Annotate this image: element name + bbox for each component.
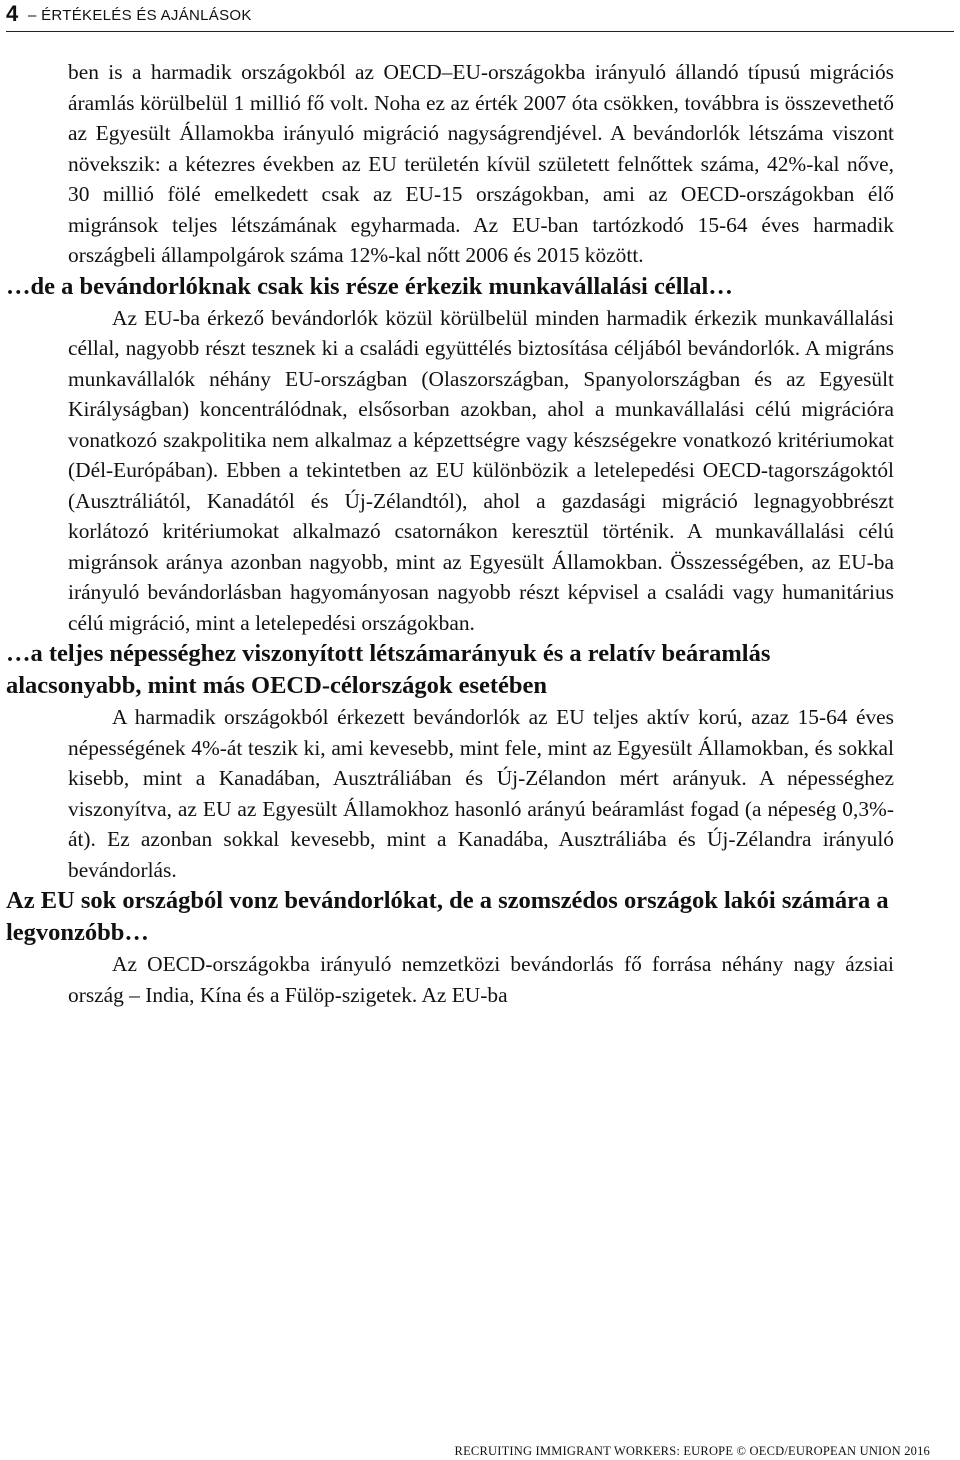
section-heading-2: …a teljes népességhez viszonyított létszámarányuk és a relatív beáramlás alacsonyabb, mint más OECD-célországok esetében	[6, 640, 771, 699]
running-title: – ÉRTÉKELÉS ÉS AJÁNLÁSOK	[28, 7, 252, 24]
running-header	[6, 0, 954, 32]
paragraph-1: ben is a harmadik országokból az OECD–EU-országokba irányuló állandó típusú migrációs áramlás körülbelül 1 millió fő volt. Noha ez az érték 2007 óta csökken, továbbra is összevethető az Egyesült Államokba irányuló migráció nagyságrendjével. A bevándorlók létszáma viszont növekszik: a kétezres években az EU területén kívül született felnőttek száma, 42%-kal nőve, 30 millió fölé emelkedett csak az EU-15 országokban, ami az OECD-országokban élő migránsok teljes létszámának egyharmada. Az EU-ban tartózkodó 15-64 éves harmadik országbeli állampolgárok száma 12%-kal nőtt 2006 és 2015 között.	[68, 60, 894, 267]
paragraph-4: Az OECD-országokba irányuló nemzetközi bevándorlás fő forrása néhány nagy ázsiai ország – India, Kína és a Fülöp-szigetek. Az EU-ba	[68, 952, 894, 1007]
page-body	[6, 57, 894, 1010]
paragraph-2: Az EU-ba érkező bevándorlók közül körülbelül minden harmadik érkezik munkavállalási céllal, nagyobb részt tesznek ki a családi együttélés biztosítása céljából bevándorlók. A migráns munkavállalók néhány EU-országban (Olaszországban, Spanyolországban és az Egyesült Királyságban) koncentrálódnak, elsősorban azokban, ahol a munkavállalási célú migrációra vonatkozó szakpolitika nem alkalmaz a képzettségre vagy készségekre vonatkozó kritériumokat (Dél-Európában). Ebben a tekintetben az EU különbözik a letelepedési OECD-tagországoktól (Ausztráliától, Kanadától és Új-Zélandtól), ahol a gazdasági migráció legnagyobbrészt korlátozó kritériumokat alkalmazó csatornákon keresztül történik. A munkavállalási célú migránsok aránya azonban nagyobb, mint az Egyesült Államokban. Összességében, az EU-ba irányuló bevándorlásban hagyományosan nagyobb részt képvisel a családi vagy humanitárius célú migráció, mint a letelepedési országokban.	[68, 305, 894, 635]
page-footer: RECRUITING IMMIGRANT WORKERS: EUROPE © OECD/EUROPEAN UNION 2016	[454, 1444, 930, 1458]
page-number: 4	[6, 1, 19, 26]
section-heading-1: …de a bevándorlóknak csak kis része érkezik munkavállalási céllal…	[6, 272, 733, 300]
section-heading-3: Az EU sok országból vonz bevándorlókat, de a szomszédos országok lakói számára a legvonzóbb…	[6, 887, 889, 946]
paragraph-3: A harmadik országokból érkezett bevándorlók az EU teljes aktív korú, azaz 15-64 éves népességének 4%-át teszik ki, ami kevesebb, mint fele, mint az Egyesült Államokban, és sokkal kisebb, mint a Kanadában, Ausztráliában és Új-Zélandon mért arányuk. A népességhez viszonyítva, az EU az Egyesült Államokhoz hasonló arányú beáramlást fogad (a népeség 0,3%-át). Ez azonban sokkal kevesebb, mint a Kanadába, Ausztráliába és Új-Zélandra irányuló bevándorlás.	[68, 705, 894, 882]
